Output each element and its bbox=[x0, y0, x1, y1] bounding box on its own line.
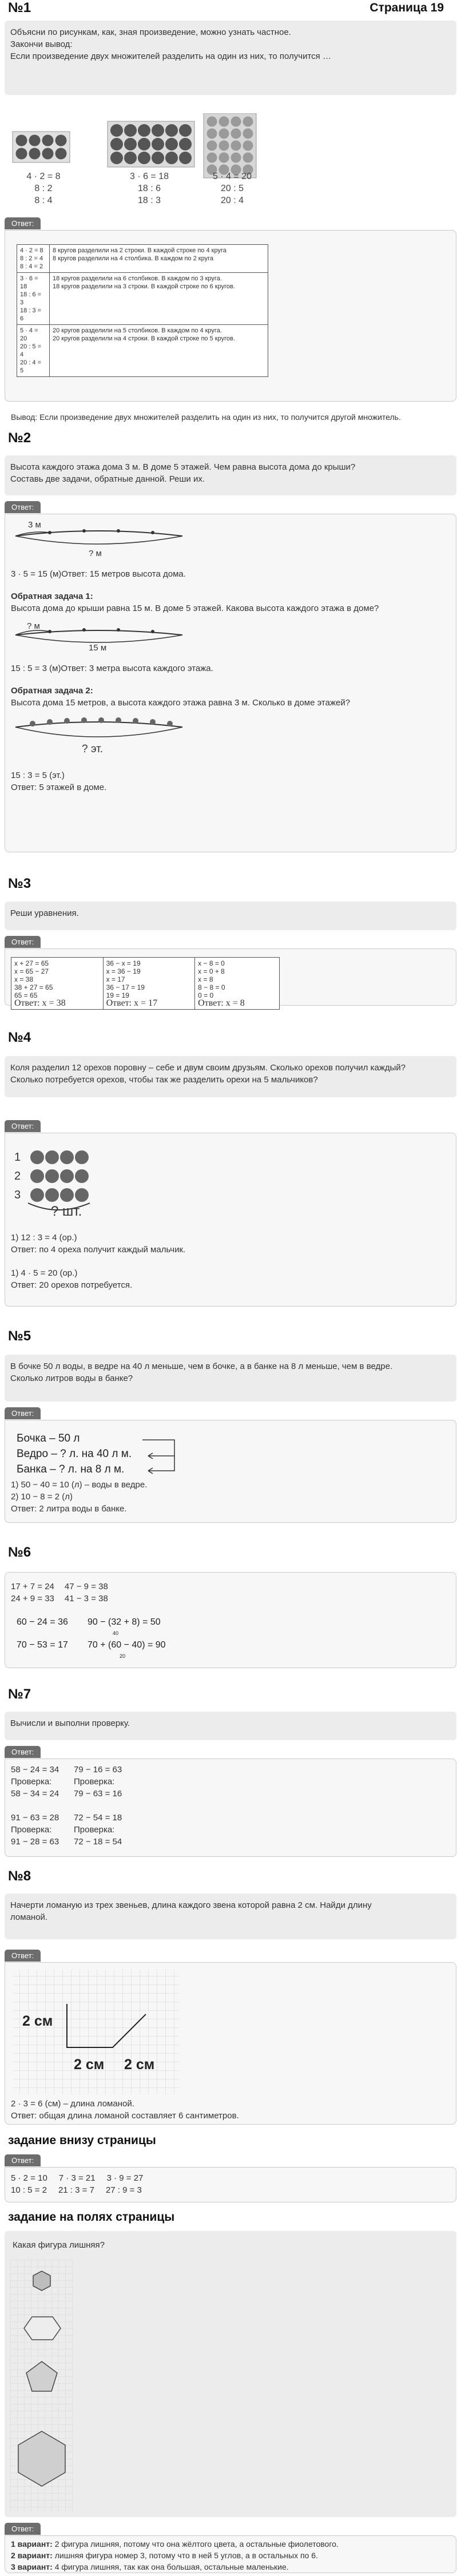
array-circle bbox=[165, 124, 178, 137]
array-circle bbox=[243, 129, 253, 139]
calc: 3 · 9 = 27 bbox=[106, 2173, 144, 2183]
task-line: Высота каждого этажа дома 3 м. В доме 5 этажей. Чем равна высота дома до крыши? bbox=[10, 462, 356, 472]
intermediate-value: 20 bbox=[120, 1653, 126, 1659]
answer-line: Ответ: 20 орехов потребуется. bbox=[11, 1280, 133, 1290]
array-circle bbox=[110, 152, 123, 164]
calc: 17 + 7 = 24 bbox=[11, 1582, 54, 1591]
group-division: 18 : 6 bbox=[137, 184, 161, 193]
cell-line: 18 : 3 = 6 bbox=[20, 307, 42, 322]
task-1-number: №1 bbox=[8, 0, 31, 15]
variant-label: 1 вариант: bbox=[11, 2539, 53, 2549]
task-line: ломаной. bbox=[10, 1912, 48, 1922]
segment-label: ? м bbox=[89, 549, 102, 558]
task-line: Составь две задачи, обратные данной. Реши их. bbox=[10, 474, 205, 484]
cell-line: 5 · 4 = 20 bbox=[20, 327, 38, 342]
array-circle bbox=[207, 153, 217, 163]
task-line: Коля разделил 12 орехов поровну – себе и двум своим друзьям. Сколько орехов получил каждый? bbox=[10, 1063, 406, 1073]
array-circle bbox=[219, 129, 229, 139]
equations-table bbox=[11, 957, 280, 1010]
answer-line: Ответ: по 4 ореха получит каждый мальчик. bbox=[11, 1245, 186, 1255]
group-equation: 4 · 2 = 8 bbox=[26, 172, 61, 181]
group-division: 18 : 3 bbox=[137, 196, 161, 205]
cell-line: 3 · 6 = 18 bbox=[20, 275, 38, 290]
calc-block bbox=[11, 1613, 450, 1664]
calc: 27 : 9 = 3 bbox=[105, 2185, 142, 2195]
calc: 41 − 3 = 38 bbox=[64, 1594, 108, 1603]
answer-table bbox=[17, 244, 268, 377]
check-cell: Проверка: bbox=[11, 1777, 52, 1787]
group-division: 20 : 4 bbox=[220, 196, 244, 205]
check-row bbox=[11, 1800, 450, 1812]
segment-label: 3 м bbox=[28, 520, 41, 530]
segment-label: ? м bbox=[27, 621, 40, 631]
task-2-text bbox=[5, 455, 456, 495]
table-row bbox=[17, 325, 268, 377]
bracket-arrows bbox=[140, 1427, 192, 1479]
calc: 90 − (32 + 8) = 50 bbox=[88, 1617, 161, 1627]
array-circle bbox=[231, 141, 241, 151]
answer-tag: Ответ: bbox=[5, 1407, 41, 1419]
task-4-answer bbox=[5, 1133, 456, 1307]
equation-line: 0 = 0 bbox=[198, 991, 214, 999]
group-1 bbox=[16, 170, 71, 207]
check-cell bbox=[11, 1800, 74, 1812]
solution: 3 · 5 = 15 (м)Ответ: 15 метров высота дома. bbox=[11, 569, 186, 579]
calc: 47 − 9 = 38 bbox=[64, 1582, 108, 1591]
array-circle bbox=[110, 138, 123, 150]
group-equation: 5 · 4 = 20 bbox=[212, 172, 252, 181]
equation-line: 36 − x = 19 bbox=[106, 959, 141, 967]
task-5-text bbox=[5, 1355, 456, 1402]
array-circle bbox=[55, 135, 67, 146]
margin-task-text bbox=[5, 2231, 456, 2517]
solution: 1) 12 : 3 = 4 (ор.) bbox=[11, 1233, 77, 1243]
task-4-number: №4 bbox=[8, 1030, 31, 1045]
table-cell bbox=[17, 325, 50, 377]
cell-line: 18 кругов разделили на 3 строки. В каждой строке по 6 кругов. bbox=[53, 283, 235, 290]
table-cell bbox=[50, 325, 268, 377]
task-1-figures bbox=[10, 113, 456, 216]
segment-figure-2 bbox=[11, 618, 450, 658]
array-circle bbox=[243, 153, 253, 163]
array-circle bbox=[207, 141, 217, 151]
answer-line: Ответ: общая длина ломаной составляет 6 сантиметров. bbox=[11, 2111, 239, 2121]
solution: 2 · 3 = 6 (см) – длина ломаной. bbox=[11, 2099, 134, 2109]
inverse-text: Высота дома 15 метров, а высота каждого этажа равна 3 м. Сколько в доме этажей? bbox=[11, 698, 351, 708]
array-circle bbox=[124, 152, 137, 164]
equation-answer: Ответ: x = 8 bbox=[198, 998, 245, 1008]
check-cell: 72 − 54 = 18 bbox=[74, 1813, 122, 1823]
grid-polyline bbox=[11, 1967, 182, 2098]
row-number: 1 bbox=[14, 1151, 21, 1164]
task-line: Начерти ломаную из трех звеньев, длина каждого звена которой равна 2 см. Найди длину bbox=[10, 1900, 372, 1910]
equation-cell bbox=[195, 958, 280, 1010]
equation-line: 8 − 8 = 0 bbox=[198, 983, 225, 991]
note-lines bbox=[17, 1431, 132, 1477]
variant-line bbox=[11, 2550, 450, 2561]
page-title: Страница 19 bbox=[369, 1, 444, 14]
task-line: Если произведение двух множителей разделить на один из них, то получится … bbox=[10, 51, 331, 61]
group-2 bbox=[106, 170, 192, 207]
array-circle bbox=[16, 135, 27, 146]
calc: 10 : 5 = 2 bbox=[11, 2185, 47, 2195]
equation-cell bbox=[11, 958, 104, 1010]
check-row bbox=[11, 1812, 450, 1824]
task-8-text bbox=[5, 1894, 456, 1939]
equation-line: 38 + 27 = 65 bbox=[14, 983, 53, 991]
array-circle bbox=[138, 152, 150, 164]
cell-line: 8 кругов разделили на 4 столбика. В каждом по 2 круга bbox=[53, 255, 213, 262]
segment-length: 2 см bbox=[124, 2057, 155, 2073]
cell-line: 20 кругов разделили на 5 столбиков. В каждом по 4 круга. bbox=[53, 327, 222, 334]
check-row bbox=[11, 1824, 450, 1836]
row-number: 2 bbox=[14, 1170, 21, 1182]
table-cell bbox=[17, 273, 50, 325]
array-circle bbox=[231, 129, 241, 139]
note-line: Ведро – ? л. на 40 л м. bbox=[17, 1448, 132, 1460]
calc-row bbox=[11, 2184, 450, 2196]
row-numbers bbox=[14, 1148, 21, 1205]
variant-line bbox=[11, 2561, 450, 2573]
calc-row bbox=[11, 1593, 450, 1605]
calc: 21 : 3 = 7 bbox=[58, 2185, 94, 2195]
cell-line: 20 : 5 = 4 bbox=[20, 343, 42, 358]
array-circle bbox=[179, 124, 192, 137]
array-circle bbox=[165, 152, 178, 164]
segment-figure-1 bbox=[11, 519, 450, 565]
array-circle bbox=[29, 148, 41, 160]
shapes-figure bbox=[10, 2260, 73, 2511]
task-8-answer bbox=[5, 1962, 456, 2125]
array-circle bbox=[207, 117, 217, 127]
array-circle bbox=[29, 135, 41, 146]
array-circle bbox=[138, 138, 150, 150]
array-circle bbox=[16, 148, 27, 160]
solution: 2) 10 − 8 = 2 (л) bbox=[11, 1492, 73, 1502]
bottom-task-answer bbox=[5, 2167, 456, 2202]
check-cell: Проверка: bbox=[11, 1825, 52, 1835]
answer-tag: Ответ: bbox=[5, 1120, 41, 1132]
check-row bbox=[11, 1836, 450, 1848]
answer-tag: Ответ: bbox=[5, 2523, 41, 2535]
array-circle bbox=[138, 124, 150, 137]
array-circle bbox=[179, 152, 192, 164]
equation-cell bbox=[103, 958, 195, 1010]
array-circle bbox=[124, 138, 137, 150]
equation-answer: Ответ: x = 17 bbox=[106, 998, 158, 1008]
array-circle bbox=[219, 117, 229, 127]
cell-line: 20 : 4 = 5 bbox=[20, 359, 42, 374]
task-2-answer bbox=[5, 514, 456, 852]
inverse-title: Обратная задача 1: bbox=[11, 592, 93, 601]
calc: 70 + (60 − 40) = 90 bbox=[88, 1640, 166, 1650]
cell-line: 20 кругов разделили на 4 строки. В каждой строке по 5 кругов. bbox=[53, 335, 235, 342]
task-line: В бочке 50 л воды, в ведре на 40 л меньше, чем в бочке, а в банке на 8 л меньше, чем в ведре. bbox=[10, 1362, 393, 1371]
hexagon-shape bbox=[24, 2317, 61, 2340]
task-line: Закончи вывод: bbox=[10, 39, 73, 49]
answer-line: Ответ: 5 этажей в доме. bbox=[11, 783, 107, 792]
question-label: ? шт. bbox=[51, 1204, 82, 1219]
calc-row bbox=[11, 1581, 450, 1593]
segment-length: 2 см bbox=[22, 2013, 53, 2029]
task-5-number: №5 bbox=[8, 1328, 31, 1344]
equation-line: 19 = 19 bbox=[106, 991, 129, 999]
table-row bbox=[17, 273, 268, 325]
solution: 15 : 3 = 5 (эт.) bbox=[11, 771, 65, 780]
task-1-text bbox=[5, 21, 456, 95]
equation-line: x = 65 − 27 bbox=[14, 967, 49, 975]
note-line: Бочка – 50 л bbox=[17, 1432, 80, 1444]
group-3 bbox=[198, 170, 267, 207]
note-line: Банка – ? л. на 8 л м. bbox=[17, 1463, 125, 1475]
cell-line: 18 кругов разделили на 6 столбиков. В каждом по 3 круга. bbox=[53, 275, 222, 282]
cell-line: 8 : 2 = 4 bbox=[20, 255, 43, 262]
array-circle bbox=[55, 148, 67, 160]
equation-line: x = 8 bbox=[198, 975, 213, 983]
equation-answer: Ответ: x = 38 bbox=[14, 998, 66, 1008]
cell-line: 18 : 6 = 3 bbox=[20, 291, 42, 306]
group-division: 8 : 2 bbox=[34, 184, 53, 193]
array-circle bbox=[219, 153, 229, 163]
array-circle bbox=[165, 138, 178, 150]
array-circle bbox=[42, 148, 54, 160]
array-circle bbox=[152, 138, 164, 150]
task-line: Объясни по рисункам, как, зная произведение, можно узнать частное. bbox=[10, 27, 291, 37]
equation-line: x = 36 − 19 bbox=[106, 967, 141, 975]
check-rows bbox=[11, 1764, 450, 1848]
segment-figure-3 bbox=[11, 712, 450, 769]
task-3-text: Реши уравнения. bbox=[5, 902, 456, 930]
row-number: 3 bbox=[14, 1189, 21, 1201]
hexagon-shape bbox=[33, 2271, 50, 2291]
polyline-figure bbox=[11, 1967, 450, 2098]
check-cell: Проверка: bbox=[74, 1777, 115, 1787]
margin-task-title: задание на полях страницы bbox=[8, 2210, 175, 2224]
intermediate-value: 40 bbox=[113, 1630, 119, 1636]
check-row bbox=[11, 1776, 450, 1788]
bottom-task-title: задание внизу страницы bbox=[8, 2134, 156, 2147]
array-circle bbox=[243, 117, 253, 127]
array-circle bbox=[110, 124, 123, 137]
inverse-text: Высота дома до крыши равна 15 м. В доме 5 этажей. Какова высота каждого этажа в доме? bbox=[11, 604, 379, 613]
check-cell: 79 − 16 = 63 bbox=[74, 1765, 122, 1775]
answer-tag: Ответ: bbox=[5, 936, 41, 948]
table-cell bbox=[50, 245, 268, 273]
check-cell: 58 − 24 = 34 bbox=[11, 1765, 59, 1775]
task-7-number: №7 bbox=[8, 1686, 31, 1702]
check-cell: 72 − 18 = 54 bbox=[74, 1837, 122, 1847]
calc: 70 − 53 = 17 bbox=[17, 1640, 68, 1650]
calc: 7 · 3 = 21 bbox=[58, 2173, 96, 2183]
task-7-answer bbox=[5, 1759, 456, 1857]
group-division: 20 : 5 bbox=[220, 184, 244, 193]
answer-tag: Ответ: bbox=[5, 1950, 41, 1962]
variant-label: 3 вариант: bbox=[11, 2562, 53, 2571]
equation-line: x = 17 bbox=[106, 975, 125, 983]
group-equation: 3 · 6 = 18 bbox=[129, 172, 169, 181]
variant-label: 2 вариант: bbox=[11, 2551, 53, 2560]
array-circle bbox=[179, 138, 192, 150]
segment-label: 15 м bbox=[89, 643, 107, 653]
solution: 1) 4 · 5 = 20 (ор.) bbox=[11, 1268, 78, 1278]
task-3-number: №3 bbox=[8, 876, 31, 891]
task-6-answer bbox=[5, 1572, 456, 1668]
check-cell: 91 − 63 = 28 bbox=[11, 1813, 59, 1823]
task-8-number: №8 bbox=[8, 1868, 31, 1884]
solution: 1) 50 − 40 = 10 (л) – воды в ведре. bbox=[11, 1480, 148, 1490]
check-row bbox=[11, 1788, 450, 1800]
calc: 24 + 9 = 33 bbox=[11, 1594, 54, 1603]
array-circle bbox=[207, 129, 217, 139]
brief-note bbox=[11, 1425, 450, 1475]
table-cell bbox=[50, 273, 268, 325]
task-line: Какая фигура лишняя? bbox=[13, 2240, 105, 2250]
equation-line: x − 8 = 0 bbox=[198, 959, 225, 967]
inverse-title: Обратная задача 2: bbox=[11, 686, 93, 696]
array-circle bbox=[231, 153, 241, 163]
equation-line: 65 = 65 bbox=[14, 991, 38, 999]
task-line: Сколько литров воды в банке? bbox=[10, 1374, 133, 1383]
check-cell: 58 − 34 = 24 bbox=[11, 1789, 59, 1799]
conclusion: Вывод: Если произведение двух множителей разделить на один из них, то получится другой множитель. bbox=[11, 412, 401, 422]
array-circle bbox=[219, 141, 229, 151]
nuts-figure bbox=[11, 1138, 450, 1224]
check-row bbox=[11, 1764, 450, 1776]
check-cell: Проверка: bbox=[74, 1825, 115, 1835]
task-7-text: Вычисли и выполни проверку. bbox=[5, 1712, 456, 1740]
array-circle bbox=[243, 141, 253, 151]
answer-tag: Ответ: bbox=[5, 2154, 41, 2166]
array-circle bbox=[152, 152, 164, 164]
task-4-text bbox=[5, 1056, 456, 1097]
task-line: Сколько потребуется орехов, чтобы так же разделить орехи на 5 мальчиков? bbox=[10, 1075, 318, 1085]
group-division: 8 : 4 bbox=[34, 196, 53, 205]
check-cell: 79 − 63 = 16 bbox=[74, 1789, 122, 1799]
task-6-number: №6 bbox=[8, 1545, 31, 1560]
equation-line: x + 27 = 65 bbox=[14, 959, 49, 967]
answer-line: Ответ: 2 литра воды в банке. bbox=[11, 1504, 127, 1514]
array-circle bbox=[124, 124, 137, 137]
task-3-answer bbox=[5, 948, 456, 1006]
calc: 5 · 2 = 10 bbox=[11, 2173, 47, 2183]
solution: 15 : 5 = 3 (м)Ответ: 3 метра высота каждого этажа. bbox=[11, 664, 213, 673]
table-cell bbox=[17, 245, 50, 273]
cell-line: 8 кругов разделили на 2 строки. В каждой строке по 4 круга bbox=[53, 247, 226, 254]
table-row bbox=[17, 245, 268, 273]
answer-tag: Ответ: bbox=[5, 217, 41, 229]
task-1-answer bbox=[5, 230, 456, 422]
answer-tag: Ответ: bbox=[5, 1746, 41, 1758]
array-circle bbox=[231, 117, 241, 127]
calc-row bbox=[11, 2172, 450, 2184]
segment-label: ? эт. bbox=[82, 743, 103, 755]
array-circle bbox=[42, 135, 54, 146]
calc: 60 − 24 = 36 bbox=[17, 1617, 68, 1627]
variant-text: 2 фигура лишняя, потому что она жёлтого цвета, а остальные фиолетового. bbox=[52, 2539, 339, 2549]
variant-line bbox=[11, 2538, 450, 2550]
task-2-number: №2 bbox=[8, 430, 31, 446]
variant-text: 4 фигура лишняя, так как она большая, остальные маленькие. bbox=[52, 2562, 289, 2571]
equation-line: x = 0 + 8 bbox=[198, 967, 225, 975]
task-5-answer bbox=[5, 1420, 456, 1523]
cell-line: 4 · 2 = 8 bbox=[20, 247, 43, 254]
segment-length: 2 см bbox=[74, 2057, 105, 2073]
answer-tag: Ответ: bbox=[5, 501, 41, 513]
check-cell: 91 − 28 = 63 bbox=[11, 1837, 59, 1847]
equation-line: 36 − 17 = 19 bbox=[106, 983, 145, 991]
cell-line: 8 : 4 = 2 bbox=[20, 263, 43, 270]
margin-task-answer bbox=[5, 2535, 456, 2573]
array-circle bbox=[152, 124, 164, 137]
equation-line: x = 38 bbox=[14, 975, 34, 983]
variant-text: лишняя фигура номер 3, потому что в ней 5 углов, а в остальных по 6. bbox=[52, 2551, 318, 2560]
